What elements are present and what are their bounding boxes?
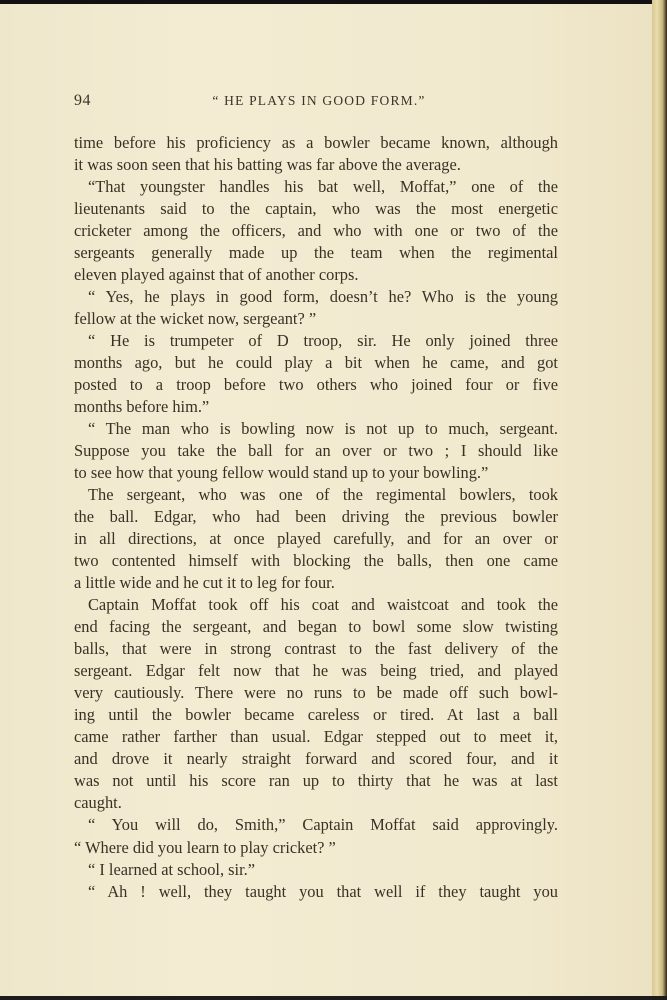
text-line: it was soon seen that his batting was far above the average.	[74, 155, 461, 175]
page-number: 94	[74, 92, 91, 109]
text-line: two contented himself with blocking the balls, then one came	[74, 551, 558, 571]
text-line: eleven played against that of another corps.	[74, 265, 359, 285]
text-line: end facing the sergeant, and began to bowl some slow twisting	[74, 617, 558, 637]
text-line: Captain Moffat took off his coat and waistcoat and took the	[88, 595, 558, 615]
text-line: and drove it nearly straight forward and scored four, and it	[74, 749, 558, 769]
text-line: sergeant. Edgar felt now that he was being tried, and played	[74, 661, 558, 681]
text-line: to see how that young fellow would stand up to your bowling.”	[74, 463, 489, 483]
text-line: time before his proficiency as a bowler became known, although	[74, 133, 558, 152]
text-line: “ You will do, Smith,” Captain Moffat said approvingly.	[88, 815, 558, 835]
text-line: “ He is trumpeter of D troop, sir. He only joined three	[88, 331, 558, 351]
text-line: months before him.”	[74, 397, 210, 417]
running-head: “ HE PLAYS IN GOOD FORM.”	[212, 93, 426, 108]
text-line: ing until the bowler became careless or tired. At last a ball	[74, 705, 558, 725]
body-text	[74, 132, 558, 903]
page-header	[74, 92, 558, 114]
text-line: in all directions, at once played carefully, and for an over or	[74, 529, 558, 549]
text-line: was not until his score ran up to thirty that he was at last	[74, 771, 558, 791]
text-line: very cautiously. There were no runs to be made off such bowl-	[74, 683, 558, 703]
text-line: posted to a troop before two others who joined four or five	[74, 375, 558, 395]
text-line: “ Ah ! well, they taught you that well if they taught you	[88, 881, 558, 901]
text-line: came rather farther than usual. Edgar stepped out to meet it,	[74, 727, 558, 747]
text-line: a little wide and he cut it to leg for four.	[74, 573, 335, 593]
text-line: “That youngster handles his bat well, Moffat,” one of the	[88, 177, 558, 197]
text-line: months ago, but he could play a bit when he came, and got	[74, 353, 558, 373]
text-line: The sergeant, who was one of the regimental bowlers, took	[88, 485, 558, 505]
book-spine-edge	[652, 0, 667, 1000]
text-line: fellow at the wicket now, sergeant? ”	[74, 309, 317, 329]
text-line: lieutenants said to the captain, who was the most energetic	[74, 199, 558, 219]
text-line: balls, that were in strong contrast to the fast delivery of the	[74, 639, 558, 659]
text-line: “ Where did you learn to play cricket? ”	[74, 837, 336, 857]
text-line: cricketer among the officers, and who with one or two of the	[74, 221, 558, 241]
text-line: the ball. Edgar, who had been driving the previous bowler	[74, 507, 558, 527]
text-line: “ The man who is bowling now is not up to much, sergeant.	[88, 419, 558, 439]
text-line: sergeants generally made up the team when the regimental	[74, 243, 558, 263]
text-line: “ I learned at school, sir.”	[88, 859, 256, 879]
scan-bottom-edge	[0, 996, 667, 1000]
text-line: Suppose you take the ball for an over or two ; I should like	[74, 441, 558, 461]
text-line: “ Yes, he plays in good form, doesn’t he? Who is the young	[88, 287, 558, 307]
text-line: caught.	[74, 793, 122, 813]
